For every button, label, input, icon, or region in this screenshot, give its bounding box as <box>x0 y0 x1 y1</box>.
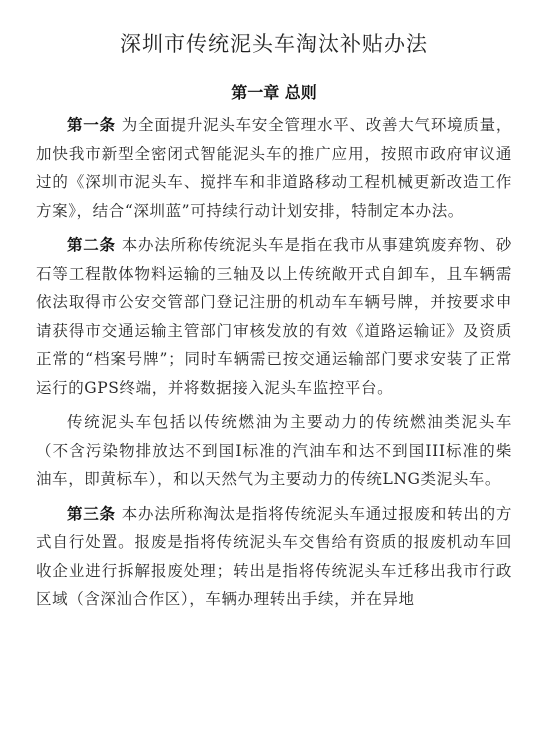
article-3 <box>36 500 512 614</box>
chapter-title: 第一章 总则 <box>231 83 317 102</box>
article-label: 第一条 <box>67 115 116 134</box>
article-text: 为全面提升泥头车安全管理水平、改善大气环境质量，加快我市新型全密闭式智能泥头车的推广应用，按照市政府审议通过的《深圳市泥头车、搅拌车和非道路移动工程机械更新改造工作方案》，结合“深圳蓝”可持续行动计划安排，特制定本办法。 <box>36 116 512 220</box>
article-2-paragraph-2 <box>36 408 512 494</box>
article-text: 本办法所称传统泥头车是指在我市从事建筑废弃物、砂石等工程散体物料运输的三轴及以上传统敞开式自卸车，且车辆需依法取得市公安交管部门登记注册的机动车车辆号牌，并按要求申请获得市交通运输主管部门审核发放的有效《道路运输证》及资质正常的“档案号牌”；同时车辆需已按交通运输部门要求安装了正常运行的GPS终端，并将数据接入泥头车监控平台。 <box>36 236 512 397</box>
article-text: 传统泥头车包括以传统燃油为主要动力的传统燃油类泥头车（不含污染物排放达不到国Ⅰ标准的汽油车和达不到国III标准的柴油车，即黄标车），和以天然气为主要动力的传统LNG类泥头车。 <box>36 413 512 488</box>
article-label: 第三条 <box>67 503 116 523</box>
article-text: 本办法所称淘汰是指将传统泥头车通过报废和转出的方式自行处置。报废是指将传统泥头车交售给有资质的报废机动车回收企业进行拆解报废处理；转出是指将传统泥头车迁移出我市行政区域（含深汕合作区），车辆办理转出手续，并在异地 <box>36 504 512 608</box>
article-label: 第二条 <box>67 235 116 254</box>
document-title: 深圳市传统泥头车淘汰补贴办法 <box>120 32 428 56</box>
article-1 <box>36 111 512 225</box>
article-2 <box>36 231 512 402</box>
